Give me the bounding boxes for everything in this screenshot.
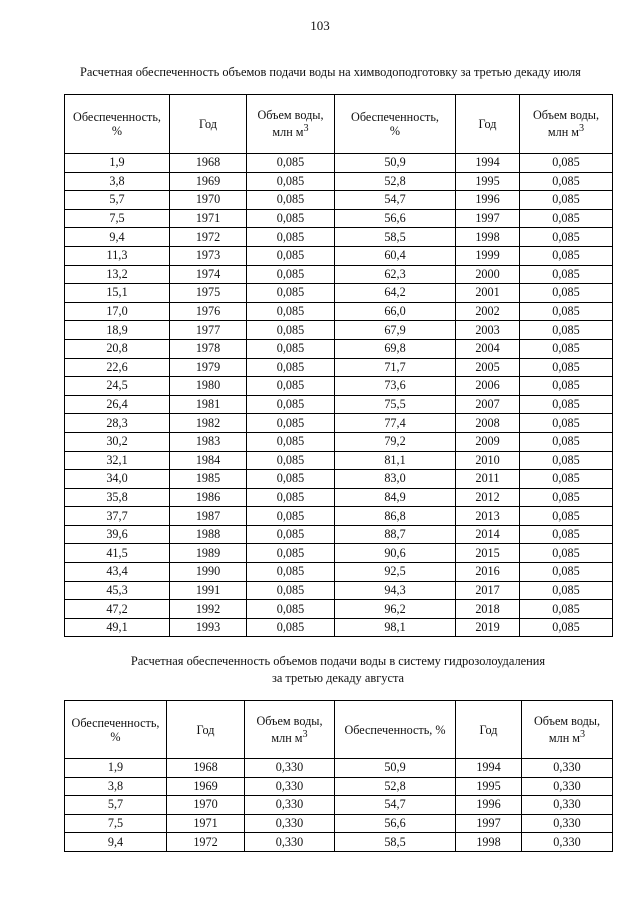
header-year: Год (167, 701, 245, 759)
table-cell: 1996 (456, 796, 522, 815)
table-cell: 60,4 (335, 246, 456, 265)
table-row (65, 172, 613, 191)
table-cell: 86,8 (335, 507, 456, 526)
table-cell: 90,6 (335, 544, 456, 563)
table-row (65, 191, 613, 210)
table-row (65, 302, 613, 321)
table-cell: 0,085 (247, 488, 335, 507)
table-cell: 5,7 (65, 191, 170, 210)
table-cell: 1972 (167, 833, 245, 852)
header-year-2: Год (456, 701, 522, 759)
table-cell: 1998 (456, 228, 520, 247)
table-row (65, 321, 613, 340)
table-row (65, 451, 613, 470)
table-cell: 50,9 (335, 154, 456, 173)
table-cell: 67,9 (335, 321, 456, 340)
table-cell: 98,1 (335, 618, 456, 637)
table-cell: 0,085 (247, 321, 335, 340)
table-cell: 0,085 (247, 302, 335, 321)
table-cell: 9,4 (65, 228, 170, 247)
table-cell: 0,085 (520, 581, 613, 600)
table-cell: 0,085 (247, 339, 335, 358)
table-cell: 0,085 (247, 563, 335, 582)
table-cell: 0,085 (247, 209, 335, 228)
table-cell: 32,1 (65, 451, 170, 470)
table-cell: 0,085 (520, 339, 613, 358)
header-year: Год (170, 95, 247, 154)
header-volume: Объем воды, млн $м^3$ (245, 701, 335, 759)
table-cell: 0,330 (245, 796, 335, 815)
table-cell: 2019 (456, 618, 520, 637)
page-number: 103 (310, 18, 330, 33)
table-cell: 2007 (456, 395, 520, 414)
table-cell: 3,8 (65, 172, 170, 191)
table1 (64, 94, 613, 637)
table-cell: 0,085 (520, 488, 613, 507)
table-row (65, 284, 613, 303)
table-row (65, 377, 613, 396)
table-cell: 1978 (170, 339, 247, 358)
table-row (65, 209, 613, 228)
table-cell: 0,085 (520, 284, 613, 303)
table-cell: 0,085 (520, 470, 613, 489)
table-cell: 92,5 (335, 563, 456, 582)
table-cell: 1974 (170, 265, 247, 284)
table-cell: 39,6 (65, 525, 170, 544)
table-cell: 2018 (456, 600, 520, 619)
table-cell: 54,7 (335, 796, 456, 815)
table-cell: 11,3 (65, 246, 170, 265)
table2-title (64, 653, 612, 687)
table-cell: 2013 (456, 507, 520, 526)
table-row (65, 228, 613, 247)
table-cell: 26,4 (65, 395, 170, 414)
table-cell: 0,085 (247, 618, 335, 637)
table-row (65, 544, 613, 563)
table-cell: 1970 (170, 191, 247, 210)
table1-body (65, 154, 613, 637)
table-cell: 0,085 (520, 154, 613, 173)
table-cell: 66,0 (335, 302, 456, 321)
table-cell: 0,085 (520, 507, 613, 526)
table-cell: 0,330 (245, 814, 335, 833)
table-cell: 0,085 (247, 525, 335, 544)
table-cell: 0,330 (522, 814, 613, 833)
table-cell: 2009 (456, 432, 520, 451)
table-cell: 75,5 (335, 395, 456, 414)
table-cell: 1990 (170, 563, 247, 582)
table-cell: 0,085 (247, 395, 335, 414)
table-row (65, 777, 613, 796)
table-cell: 58,5 (335, 833, 456, 852)
table-cell: 1996 (456, 191, 520, 210)
table-cell: 7,5 (65, 814, 167, 833)
table-cell: 84,9 (335, 488, 456, 507)
table-cell: 1971 (167, 814, 245, 833)
table-cell: 28,3 (65, 414, 170, 433)
table-cell: 2000 (456, 265, 520, 284)
table-cell: 0,085 (520, 358, 613, 377)
table-row (65, 525, 613, 544)
table-cell: 71,7 (335, 358, 456, 377)
table-cell: 17,0 (65, 302, 170, 321)
table-cell: 58,5 (335, 228, 456, 247)
header-probability-2: Обеспеченность, % (335, 95, 456, 154)
table-row (65, 432, 613, 451)
table-cell: 0,330 (245, 833, 335, 852)
table-cell: 2003 (456, 321, 520, 340)
table-row (65, 759, 613, 778)
table-cell: 56,6 (335, 814, 456, 833)
table-cell: 0,330 (522, 833, 613, 852)
table-cell: 34,0 (65, 470, 170, 489)
table2-title-line2: за третью декаду августа (271, 671, 405, 685)
table-cell: 2006 (456, 377, 520, 396)
table-cell: 1989 (170, 544, 247, 563)
table2-body (65, 759, 613, 852)
table-cell: 45,3 (65, 581, 170, 600)
table1-title: Расчетная обеспеченность объемов подачи воды на химводоподготовку за третью декаду июля (80, 65, 581, 79)
table-row (65, 339, 613, 358)
table-cell: 69,8 (335, 339, 456, 358)
table-cell: 0,085 (520, 395, 613, 414)
table-cell: 24,5 (65, 377, 170, 396)
table-cell: 1972 (170, 228, 247, 247)
table-cell: 50,9 (335, 759, 456, 778)
table-cell: 1986 (170, 488, 247, 507)
table-cell: 1984 (170, 451, 247, 470)
table-cell: 13,2 (65, 265, 170, 284)
table-cell: 1994 (456, 154, 520, 173)
table-cell: 1987 (170, 507, 247, 526)
table-row (65, 246, 613, 265)
table-cell: 1991 (170, 581, 247, 600)
table-cell: 1979 (170, 358, 247, 377)
table-row (65, 796, 613, 815)
table-row (65, 358, 613, 377)
table-cell: 2015 (456, 544, 520, 563)
table-cell: 37,7 (65, 507, 170, 526)
header-volume-2: Объем воды, млн $м^3$ (520, 95, 613, 154)
table-cell: 2016 (456, 563, 520, 582)
table-cell: 0,330 (245, 759, 335, 778)
table-cell: 1977 (170, 321, 247, 340)
table-cell: 41,5 (65, 544, 170, 563)
table-row (65, 488, 613, 507)
table-cell: 0,085 (247, 414, 335, 433)
table-cell: 62,3 (335, 265, 456, 284)
table-cell: 94,3 (335, 581, 456, 600)
table-cell: 1970 (167, 796, 245, 815)
table-cell: 0,085 (247, 581, 335, 600)
table-cell: 0,085 (520, 321, 613, 340)
table-cell: 52,8 (335, 172, 456, 191)
table-cell: 54,7 (335, 191, 456, 210)
table-row (65, 814, 613, 833)
table-cell: 64,2 (335, 284, 456, 303)
table-cell: 0,085 (520, 191, 613, 210)
header-year-2: Год (456, 95, 520, 154)
table-cell: 0,085 (520, 600, 613, 619)
table-cell: 0,085 (520, 265, 613, 284)
table-cell: 52,8 (335, 777, 456, 796)
table-cell: 1975 (170, 284, 247, 303)
header-volume-2: Объем воды, млн $м^3$ (522, 701, 613, 759)
table2-header-row (65, 701, 613, 759)
table-cell: 1969 (170, 172, 247, 191)
table-cell: 1995 (456, 172, 520, 191)
table-cell: 1981 (170, 395, 247, 414)
table-cell: 73,6 (335, 377, 456, 396)
table-cell: 0,085 (247, 154, 335, 173)
table-cell: 2008 (456, 414, 520, 433)
table-cell: 5,7 (65, 796, 167, 815)
table-row (65, 154, 613, 173)
table-cell: 96,2 (335, 600, 456, 619)
table-cell: 0,085 (247, 172, 335, 191)
table2 (64, 700, 613, 852)
table-cell: 88,7 (335, 525, 456, 544)
table-cell: 7,5 (65, 209, 170, 228)
table-cell: 49,1 (65, 618, 170, 637)
table-cell: 2001 (456, 284, 520, 303)
table-cell: 0,085 (247, 284, 335, 303)
table-cell: 0,330 (522, 777, 613, 796)
table-cell: 18,9 (65, 321, 170, 340)
table-cell: 2005 (456, 358, 520, 377)
table-row (65, 414, 613, 433)
table-cell: 0,085 (520, 246, 613, 265)
table-cell: 0,085 (247, 377, 335, 396)
table-cell: 0,085 (247, 451, 335, 470)
table-cell: 0,085 (247, 358, 335, 377)
table-cell: 9,4 (65, 833, 167, 852)
table-cell: 0,085 (247, 265, 335, 284)
table-cell: 1985 (170, 470, 247, 489)
table-cell: 0,330 (522, 796, 613, 815)
table-cell: 1,9 (65, 759, 167, 778)
table-cell: 0,085 (247, 600, 335, 619)
table-cell: 1968 (167, 759, 245, 778)
table-cell: 1983 (170, 432, 247, 451)
table-cell: 0,085 (247, 470, 335, 489)
table-cell: 2011 (456, 470, 520, 489)
table-cell: 0,085 (520, 302, 613, 321)
table-cell: 1997 (456, 814, 522, 833)
table-cell: 22,6 (65, 358, 170, 377)
header-probability: Обеспеченность, % (65, 95, 170, 154)
table-cell: 0,330 (522, 759, 613, 778)
table-cell: 1999 (456, 246, 520, 265)
table-cell: 1968 (170, 154, 247, 173)
table-cell: 2002 (456, 302, 520, 321)
table-cell: 0,085 (247, 228, 335, 247)
table-cell: 2017 (456, 581, 520, 600)
table-cell: 43,4 (65, 563, 170, 582)
table-cell: 1973 (170, 246, 247, 265)
table-cell: 0,085 (247, 544, 335, 563)
table-cell: 0,085 (520, 414, 613, 433)
table-cell: 1992 (170, 600, 247, 619)
table-cell: 79,2 (335, 432, 456, 451)
table-cell: 0,085 (247, 507, 335, 526)
table-row (65, 395, 613, 414)
table-cell: 1993 (170, 618, 247, 637)
table-cell: 83,0 (335, 470, 456, 489)
header-volume: Объем воды, млн $м^3$ (247, 95, 335, 154)
table-cell: 47,2 (65, 600, 170, 619)
table-cell: 0,085 (520, 432, 613, 451)
table-cell: 1969 (167, 777, 245, 796)
table-cell: 0,085 (247, 246, 335, 265)
table-cell: 2004 (456, 339, 520, 358)
table-cell: 0,085 (520, 544, 613, 563)
header-probability-2: Обеспеченность, % (335, 701, 456, 759)
table-row (65, 470, 613, 489)
table-cell: 0,085 (247, 191, 335, 210)
table-cell: 0,085 (520, 228, 613, 247)
table-cell: 1994 (456, 759, 522, 778)
table-cell: 56,6 (335, 209, 456, 228)
table-cell: 0,085 (520, 618, 613, 637)
table-cell: 1995 (456, 777, 522, 796)
table-cell: 77,4 (335, 414, 456, 433)
table-cell: 1976 (170, 302, 247, 321)
table-cell: 30,2 (65, 432, 170, 451)
table-cell: 35,8 (65, 488, 170, 507)
table-row (65, 563, 613, 582)
table-cell: 1997 (456, 209, 520, 228)
table-cell: 20,8 (65, 339, 170, 358)
table-row (65, 581, 613, 600)
table-cell: 2010 (456, 451, 520, 470)
table-cell: 2014 (456, 525, 520, 544)
table-cell: 1,9 (65, 154, 170, 173)
table-cell: 0,085 (520, 172, 613, 191)
table-cell: 1982 (170, 414, 247, 433)
table-row (65, 265, 613, 284)
table-cell: 0,085 (520, 563, 613, 582)
table1-header-row (65, 95, 613, 154)
table-cell: 1998 (456, 833, 522, 852)
table-cell: 1980 (170, 377, 247, 396)
table-cell: 1988 (170, 525, 247, 544)
table-cell: 0,085 (520, 377, 613, 396)
table-row (65, 618, 613, 637)
table-cell: 1971 (170, 209, 247, 228)
table-cell: 0,085 (520, 209, 613, 228)
table-cell: 81,1 (335, 451, 456, 470)
table-cell: 0,085 (520, 525, 613, 544)
table-row (65, 507, 613, 526)
table-cell: 0,085 (247, 432, 335, 451)
table-cell: 2012 (456, 488, 520, 507)
table-row (65, 833, 613, 852)
header-probability: Обеспеченность, % (65, 701, 167, 759)
table-cell: 0,330 (245, 777, 335, 796)
table2-title-line1: Расчетная обеспеченность объемов подачи воды в систему гидрозолоудаления (130, 654, 546, 668)
table-cell: 0,085 (520, 451, 613, 470)
table-row (65, 600, 613, 619)
table-cell: 3,8 (65, 777, 167, 796)
table-cell: 15,1 (65, 284, 170, 303)
